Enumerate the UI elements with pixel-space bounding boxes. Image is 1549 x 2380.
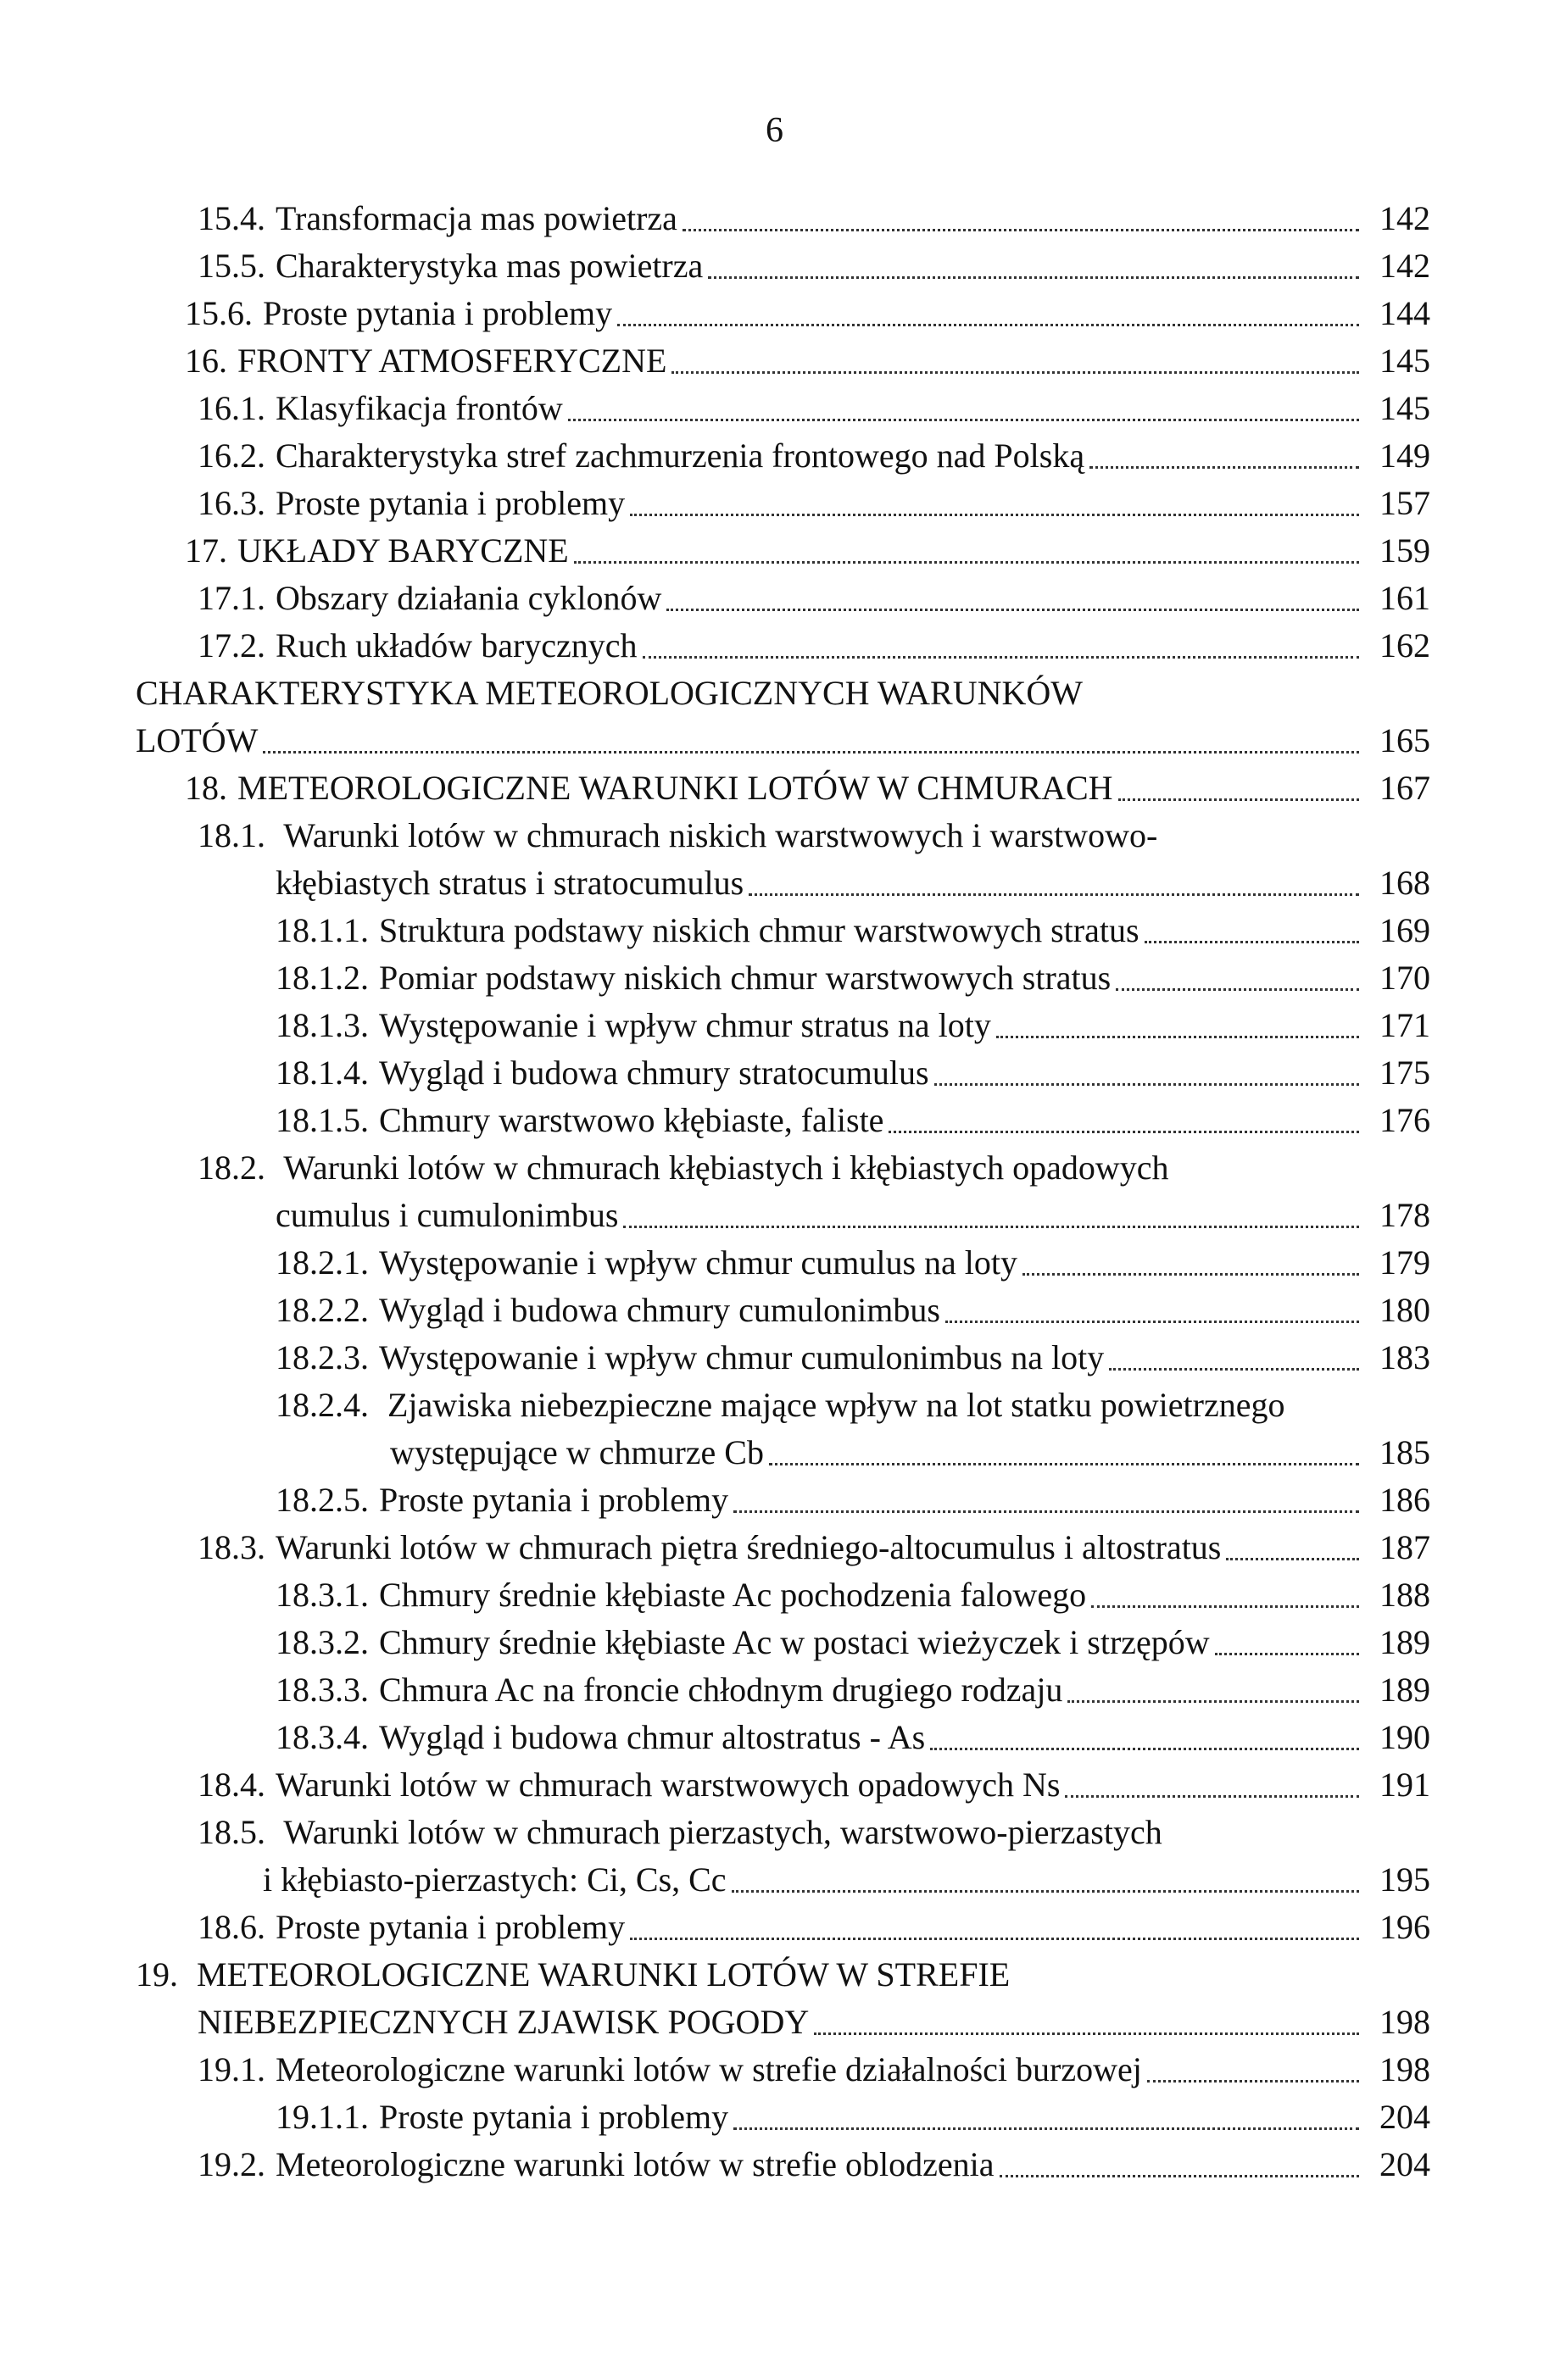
entry-title: Chmury średnie kłębiaste Ac w postaci wieżyczek i strzępów [379,1623,1210,1661]
entry-page: 196 [1379,1908,1430,1946]
entry-number: 15.4. [198,199,265,237]
leader-dots [733,2127,1359,2130]
entry-number: 18.2. [198,1148,265,1187]
entry-title: Meteorologiczne warunki lotów w strefie działalności burzowej [276,2050,1142,2088]
entry-title: Występowanie i wpływ chmur stratus na loty [379,1006,991,1044]
entry-number: 19.1.1. [276,2098,369,2136]
leader-dots [263,751,1359,753]
entry-page: 187 [1379,1528,1430,1566]
entry-number: 16.3. [198,484,265,522]
entry-title: CHARAKTERYSTYKA METEOROLOGICZNYCH WARUNKÓW [136,674,1084,712]
toc-entry[interactable] [185,765,1430,812]
entry-number: 18.2.1. [276,1243,369,1282]
entry-number: 18.2.2. [276,1291,369,1329]
entry-title: Proste pytania i problemy [276,484,626,522]
toc-entry[interactable] [276,1334,1430,1382]
toc-entry[interactable] [276,1476,1430,1524]
toc-entry[interactable] [390,1429,1430,1476]
entry-number: 15.5. [198,247,265,285]
entry-number: 18.3.3. [276,1671,369,1709]
entry-number: 19.2. [198,2145,265,2183]
entry-number: 16.1. [198,389,265,427]
leader-dots [1215,1653,1359,1655]
leader-dots [708,276,1359,279]
entry-page: 204 [1379,2145,1430,2183]
entry-title: Chmury warstwowo kłębiaste, faliste [379,1101,884,1139]
leader-dots [630,1938,1359,1940]
entry-number: 18.1.3. [276,1006,369,1044]
leader-dots [996,1036,1359,1038]
entry-title: Transformacja mas powietrza [276,199,677,237]
entry-number: 18.3.4. [276,1718,369,1756]
toc-entry[interactable] [198,1524,1430,1571]
entry-number: 15.6. [185,294,253,332]
leader-dots [1116,988,1359,991]
entry-title: Zjawiska niebezpieczne mające wpływ na lot statku powietrznego [387,1386,1285,1424]
entry-title: Chmury średnie kłębiaste Ac pochodzenia falowego [379,1576,1087,1614]
entry-title: Warunki lotów w chmurach warstwowych opadowych Ns [276,1766,1061,1804]
toc-entry[interactable] [198,432,1430,480]
entry-number: 18.2.3. [276,1338,369,1376]
entry-number: 18.1.5. [276,1101,369,1139]
entry-title: i kłębiasto-pierzastych: Ci, Cs, Cc [263,1860,727,1899]
entry-number: 18. [185,769,227,807]
entry-page: 149 [1379,437,1430,475]
entry-title: Proste pytania i problemy [379,1481,729,1519]
entry-page: 145 [1379,342,1430,380]
toc-entry-line [198,1144,1169,1192]
entry-number: 18.4. [198,1766,265,1804]
toc-entry[interactable] [276,1571,1430,1619]
entry-page: 180 [1379,1291,1430,1329]
entry-number: 18.5. [198,1813,265,1851]
entry-page: 169 [1379,911,1430,949]
entry-page: 183 [1379,1338,1430,1376]
toc-entry-line [198,812,1157,859]
entry-number: 17.2. [198,626,265,665]
leader-dots [666,609,1359,611]
leader-dots [568,419,1359,421]
entry-page: 170 [1379,959,1430,997]
entry-title: Charakterystyka mas powietrza [276,247,704,285]
toc-entry[interactable] [276,1714,1430,1761]
entry-page: 175 [1379,1054,1430,1092]
entry-page: 144 [1379,294,1430,332]
page-number: 6 [766,111,783,150]
entry-page: 204 [1379,2098,1430,2136]
leader-dots [1226,1558,1359,1560]
entry-page: 189 [1379,1671,1430,1709]
leader-dots [1147,2080,1359,2082]
toc-entry[interactable] [276,1619,1430,1666]
entry-title: Klasyfikacja frontów [276,389,563,427]
toc-entry-line [198,1809,1162,1856]
entry-number: 18.3.1. [276,1576,369,1614]
entry-number: 19. [136,1955,178,1994]
entry-title: Proste pytania i problemy [276,1908,626,1946]
leader-dots [930,1748,1359,1750]
entry-page: 142 [1379,247,1430,285]
toc-entry[interactable] [276,1049,1430,1097]
leader-dots [617,324,1359,326]
entry-title: Proste pytania i problemy [379,2098,729,2136]
entry-number: 19.1. [198,2050,265,2088]
leader-dots [623,1226,1359,1228]
entry-page: 198 [1379,2050,1430,2088]
entry-title: Warunki lotów w chmurach piętra średniego-altocumulus i altostratus [276,1528,1222,1566]
entry-title: Występowanie i wpływ chmur cumulus na loty [379,1243,1018,1282]
leader-dots [671,371,1359,374]
entry-title: Wygląd i budowa chmury cumulonimbus [379,1291,940,1329]
entry-page: 185 [1379,1433,1430,1471]
entry-page: 171 [1379,1006,1430,1044]
entry-title: Charakterystyka stref zachmurzenia frontowego nad Polską [276,437,1085,475]
entry-number: 18.6. [198,1908,265,1946]
toc-entry[interactable] [198,385,1430,432]
entry-page: 161 [1379,579,1430,617]
leader-dots [814,2032,1359,2035]
entry-title: cumulus i cumulonimbus [276,1196,619,1234]
entry-title: Meteorologiczne warunki lotów w strefie oblodzenia [276,2145,995,2183]
toc-entry[interactable] [198,480,1430,527]
entry-page: 198 [1379,2003,1430,2041]
leader-dots [643,656,1359,659]
leader-dots [630,514,1359,516]
entry-title: Proste pytania i problemy [263,294,613,332]
entry-title: FRONTY ATMOSFERYCZNE [237,342,667,380]
entry-number: 16.2. [198,437,265,475]
entry-page: 186 [1379,1481,1430,1519]
toc-entry[interactable] [198,1761,1430,1809]
entry-title: Wygląd i budowa chmur altostratus - As [379,1718,926,1756]
entry-page: 168 [1379,864,1430,902]
entry-page: 191 [1379,1766,1430,1804]
entry-title: Warunki lotów w chmurach kłębiastych i kłębiastych opadowych [283,1148,1169,1187]
entry-number: 17.1. [198,579,265,617]
entry-page: 195 [1379,1860,1430,1899]
entry-title: Struktura podstawy niskich chmur warstwowych stratus [379,911,1139,949]
leader-dots [1118,798,1359,801]
entry-page: 188 [1379,1576,1430,1614]
toc-entry[interactable] [198,242,1430,290]
leader-dots [683,229,1359,231]
toc-entry[interactable] [276,859,1430,907]
entry-title: Warunki lotów w chmurach niskich warstwowych i warstwowo- [283,816,1158,854]
entry-page: 190 [1379,1718,1430,1756]
entry-page: 145 [1379,389,1430,427]
toc-entry[interactable] [276,2094,1430,2141]
toc-entry[interactable] [276,1287,1430,1334]
toc-entry[interactable] [276,1666,1430,1714]
toc-entry[interactable] [276,1239,1430,1287]
leader-dots [1067,1700,1359,1703]
leader-dots [1091,1605,1359,1608]
entry-number: 18.2.5. [276,1481,369,1519]
entry-title: Chmura Ac na froncie chłodnym drugiego rodzaju [379,1671,1063,1709]
entry-page: 162 [1379,626,1430,665]
toc-entry-line [136,1951,1010,1999]
entry-title: NIEBEZPIECZNYCH ZJAWISK POGODY [198,2003,810,2041]
toc-entry[interactable] [198,195,1430,242]
toc-entry-line [276,1382,1284,1429]
entry-number: 18.3.2. [276,1623,369,1661]
entry-title: kłębiastych stratus i stratocumulus [276,864,744,902]
entry-number: 16. [185,342,227,380]
entry-page: 159 [1379,531,1430,570]
toc-entry[interactable] [198,1904,1430,1951]
toc-entry[interactable] [198,1999,1430,2046]
entry-title: UKŁADY BARYCZNE [237,531,569,570]
toc-entry[interactable] [198,2046,1430,2094]
entry-page: 165 [1379,721,1430,759]
toc-entry[interactable] [198,575,1430,622]
entry-page: 178 [1379,1196,1430,1234]
toc-entry[interactable] [263,1856,1430,1904]
entry-title: Obszary działania cyklonów [276,579,662,617]
entry-title: METEOROLOGICZNE WARUNKI LOTÓW W STREFIE [197,1955,1011,1994]
toc-entry[interactable] [198,622,1430,670]
entry-number: 17. [185,531,227,570]
toc-entry[interactable] [276,1192,1430,1239]
entry-page: 176 [1379,1101,1430,1139]
entry-title: Pomiar podstawy niskich chmur warstwowych stratus [379,959,1112,997]
entry-page: 179 [1379,1243,1430,1282]
toc-entry-line [136,670,1083,717]
entry-number: 18.1.2. [276,959,369,997]
toc-entry[interactable] [136,717,1430,765]
entry-number: 18.2.4. [276,1386,369,1424]
leader-dots [769,1463,1359,1465]
leader-dots [1022,1273,1359,1276]
entry-number: 18.1. [198,816,265,854]
toc-entry[interactable] [185,337,1430,385]
entry-page: 189 [1379,1623,1430,1661]
entry-title: Warunki lotów w chmurach pierzastych, warstwowo-pierzastych [283,1813,1162,1851]
leader-dots [749,893,1359,896]
leader-dots [1000,2175,1360,2177]
leader-dots [574,561,1359,564]
leader-dots [1065,1795,1359,1798]
entry-page: 167 [1379,769,1430,807]
toc-entry[interactable] [276,1002,1430,1049]
toc-entry[interactable] [276,1097,1430,1144]
leader-dots [1089,466,1359,469]
entry-title: METEOROLOGICZNE WARUNKI LOTÓW W CHMURACH [237,769,1113,807]
entry-page: 142 [1379,199,1430,237]
entry-title: Występowanie i wpływ chmur cumulonimbus na loty [379,1338,1105,1376]
leader-dots [733,1510,1359,1513]
leader-dots [889,1131,1359,1133]
entry-title: LOTÓW [136,721,259,759]
entry-number: 18.1.4. [276,1054,369,1092]
entry-title: Ruch układów barycznych [276,626,638,665]
entry-number: 18.1.1. [276,911,369,949]
entry-title: występujące w chmurze Cb [390,1433,764,1471]
leader-dots [1145,941,1359,943]
toc-entry[interactable] [276,954,1430,1002]
leader-dots [732,1890,1359,1893]
leader-dots [1109,1368,1359,1371]
entry-number: 18.3. [198,1528,265,1566]
toc-entry[interactable] [276,907,1430,954]
entry-page: 157 [1379,484,1430,522]
toc-entry[interactable] [185,290,1430,337]
leader-dots [934,1083,1359,1086]
entry-title: Wygląd i budowa chmury stratocumulus [379,1054,929,1092]
toc-entry[interactable] [185,527,1430,575]
toc-entry[interactable] [198,2141,1430,2188]
leader-dots [945,1321,1359,1323]
